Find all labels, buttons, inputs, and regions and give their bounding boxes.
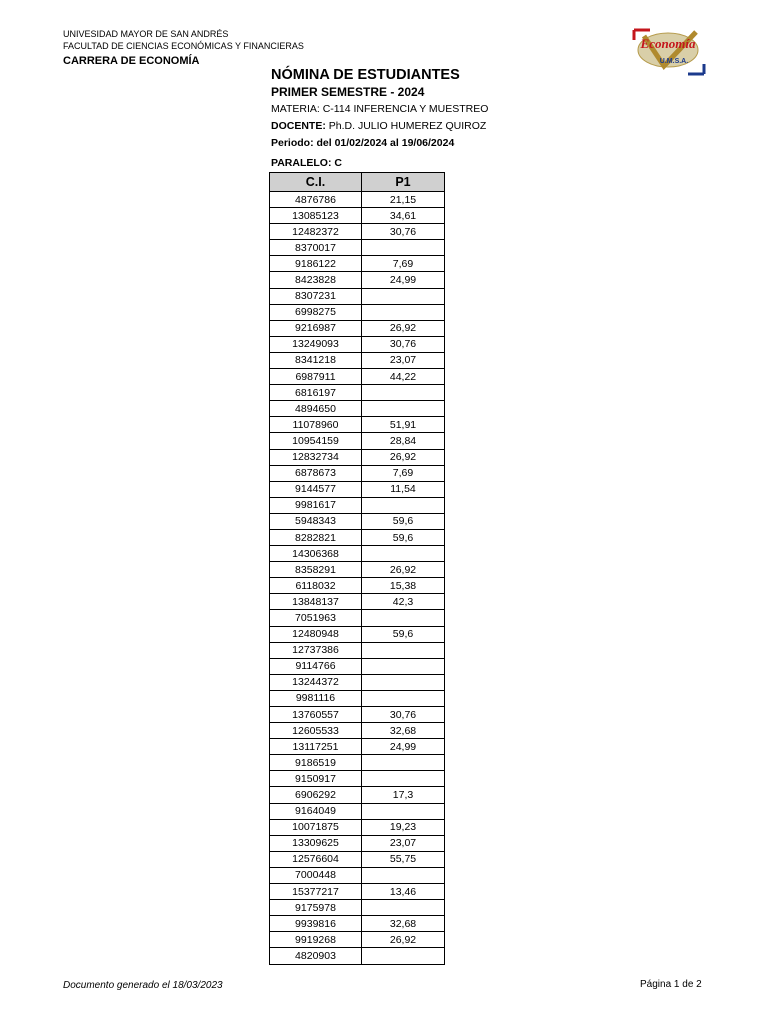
p1-cell (362, 690, 445, 706)
ci-cell: 12576604 (270, 851, 362, 867)
p1-cell (362, 867, 445, 883)
p1-cell: 32,68 (362, 916, 445, 932)
p1-cell (362, 948, 445, 964)
table-row (270, 803, 445, 819)
p1-cell: 34,61 (362, 208, 445, 224)
p1-cell: 21,15 (362, 192, 445, 208)
column-header-p1: P1 (362, 173, 445, 192)
teacher-label: DOCENTE: (271, 120, 326, 132)
p1-cell: 59,6 (362, 513, 445, 529)
page-number: Página 1 de 2 (640, 979, 702, 990)
ci-cell: 9939816 (270, 916, 362, 932)
svg-text:U.M.S.A.: U.M.S.A. (659, 58, 689, 65)
table-row (270, 288, 445, 304)
p1-cell (362, 900, 445, 916)
teacher-name: Ph.D. JULIO HUMEREZ QUIROZ (328, 120, 487, 132)
ci-cell: 8358291 (270, 562, 362, 578)
p1-cell: 32,68 (362, 723, 445, 739)
ci-cell: 8341218 (270, 352, 362, 368)
p1-cell (362, 288, 445, 304)
ci-cell: 12480948 (270, 626, 362, 642)
economia-logo-icon (630, 26, 708, 78)
p1-cell: 26,92 (362, 449, 445, 465)
table-row (270, 610, 445, 626)
institution-header (63, 28, 304, 69)
ci-cell: 9144577 (270, 481, 362, 497)
document-title: NÓMINA DE ESTUDIANTES (271, 67, 460, 83)
p1-cell: 19,23 (362, 819, 445, 835)
table-row (270, 626, 445, 642)
table-row (270, 529, 445, 545)
ci-cell: 9114766 (270, 658, 362, 674)
table-header-row (270, 173, 445, 192)
p1-cell: 7,69 (362, 256, 445, 272)
ci-cell: 8370017 (270, 240, 362, 256)
semester-label: PRIMER SEMESTRE - 2024 (271, 85, 425, 99)
ci-cell: 9919268 (270, 932, 362, 948)
table-row (270, 835, 445, 851)
ci-cell: 7051963 (270, 610, 362, 626)
table-row (270, 513, 445, 529)
table-row (270, 401, 445, 417)
ci-cell: 13848137 (270, 594, 362, 610)
ci-cell: 12482372 (270, 224, 362, 240)
p1-cell (362, 240, 445, 256)
ci-cell: 12832734 (270, 449, 362, 465)
p1-cell: 24,99 (362, 272, 445, 288)
ci-cell: 14306368 (270, 546, 362, 562)
p1-cell (362, 546, 445, 562)
table-row (270, 449, 445, 465)
teacher-line (271, 118, 488, 135)
ci-cell: 9164049 (270, 803, 362, 819)
table-row (270, 562, 445, 578)
p1-cell: 42,3 (362, 594, 445, 610)
table-row (270, 497, 445, 513)
p1-cell: 26,92 (362, 932, 445, 948)
table-row (270, 417, 445, 433)
p1-cell (362, 771, 445, 787)
ci-cell: 6987911 (270, 369, 362, 385)
ci-cell: 6878673 (270, 465, 362, 481)
ci-cell: 8423828 (270, 272, 362, 288)
p1-cell (362, 401, 445, 417)
ci-cell: 6906292 (270, 787, 362, 803)
ci-cell: 9981617 (270, 497, 362, 513)
table-row (270, 674, 445, 690)
parallel-label: PARALELO: C (271, 157, 342, 169)
p1-cell (362, 497, 445, 513)
p1-cell: 30,76 (362, 707, 445, 723)
p1-cell: 30,76 (362, 336, 445, 352)
table-row (270, 642, 445, 658)
p1-cell (362, 803, 445, 819)
table-row (270, 224, 445, 240)
p1-cell (362, 304, 445, 320)
ci-cell: 11078960 (270, 417, 362, 433)
university-name: UNIVESIDAD MAYOR DE SAN ANDRÉS (63, 29, 229, 39)
table-row (270, 867, 445, 883)
ci-cell: 13244372 (270, 674, 362, 690)
p1-cell: 59,6 (362, 529, 445, 545)
ci-cell: 12605533 (270, 723, 362, 739)
p1-cell: 23,07 (362, 835, 445, 851)
ci-cell: 15377217 (270, 884, 362, 900)
table-row (270, 690, 445, 706)
p1-cell: 13,46 (362, 884, 445, 900)
p1-cell: 17,3 (362, 787, 445, 803)
table-row (270, 707, 445, 723)
table-row (270, 208, 445, 224)
ci-cell: 4820903 (270, 948, 362, 964)
table-row (270, 304, 445, 320)
table-row (270, 272, 445, 288)
p1-cell (362, 610, 445, 626)
table-row (270, 916, 445, 932)
p1-cell (362, 674, 445, 690)
table-row (270, 352, 445, 368)
ci-cell: 5948343 (270, 513, 362, 529)
p1-cell: 28,84 (362, 433, 445, 449)
ci-cell: 9216987 (270, 320, 362, 336)
economia-logo (630, 26, 708, 78)
ci-cell: 12737386 (270, 642, 362, 658)
table-row (270, 948, 445, 964)
student-roster-table (269, 172, 445, 965)
ci-cell: 4894650 (270, 401, 362, 417)
p1-cell: 15,38 (362, 578, 445, 594)
p1-cell (362, 385, 445, 401)
table-row (270, 658, 445, 674)
p1-cell: 24,99 (362, 739, 445, 755)
ci-cell: 13760557 (270, 707, 362, 723)
p1-cell: 26,92 (362, 320, 445, 336)
ci-cell: 6118032 (270, 578, 362, 594)
p1-cell: 11,54 (362, 481, 445, 497)
p1-cell (362, 658, 445, 674)
p1-cell: 23,07 (362, 352, 445, 368)
ci-cell: 9186519 (270, 755, 362, 771)
table-row (270, 369, 445, 385)
ci-cell: 10071875 (270, 819, 362, 835)
ci-cell: 13085123 (270, 208, 362, 224)
ci-cell: 13309625 (270, 835, 362, 851)
svg-text:Economía: Economía (640, 36, 696, 51)
p1-cell (362, 642, 445, 658)
p1-cell (362, 755, 445, 771)
ci-cell: 6998275 (270, 304, 362, 320)
career-name: CARRERA DE ECONOMÍA (63, 55, 200, 67)
table-row (270, 771, 445, 787)
ci-cell: 10954159 (270, 433, 362, 449)
ci-cell: 9150917 (270, 771, 362, 787)
ci-cell: 6816197 (270, 385, 362, 401)
table-row (270, 723, 445, 739)
table-row (270, 578, 445, 594)
table-body (270, 192, 445, 965)
ci-cell: 4876786 (270, 192, 362, 208)
table-row (270, 433, 445, 449)
ci-cell: 7000448 (270, 867, 362, 883)
subject-label: MATERIA: C-114 INFERENCIA Y MUESTREO (271, 103, 489, 115)
table-row (270, 739, 445, 755)
generated-date: Documento generado el 18/03/2023 (63, 980, 223, 991)
table-row (270, 755, 445, 771)
p1-cell: 30,76 (362, 224, 445, 240)
table-row (270, 240, 445, 256)
p1-cell: 7,69 (362, 465, 445, 481)
table-row (270, 819, 445, 835)
p1-cell: 44,22 (362, 369, 445, 385)
ci-cell: 13117251 (270, 739, 362, 755)
table-row (270, 256, 445, 272)
table-row (270, 594, 445, 610)
ci-cell: 9186122 (270, 256, 362, 272)
ci-cell: 9981116 (270, 690, 362, 706)
p1-cell: 51,91 (362, 417, 445, 433)
table-row (270, 192, 445, 208)
faculty-name: FACULTAD DE CIENCIAS ECONÓMICAS Y FINANCIERAS (63, 41, 304, 51)
table-row (270, 884, 445, 900)
table-row (270, 787, 445, 803)
ci-cell: 13249093 (270, 336, 362, 352)
table-row (270, 465, 445, 481)
table-row (270, 932, 445, 948)
ci-cell: 9175978 (270, 900, 362, 916)
ci-cell: 8282821 (270, 529, 362, 545)
period-label: Periodo: del 01/02/2024 al 19/06/2024 (271, 137, 455, 149)
p1-cell: 26,92 (362, 562, 445, 578)
table-row (270, 900, 445, 916)
column-header-ci: C.I. (270, 173, 362, 192)
table-row (270, 385, 445, 401)
table-row (270, 851, 445, 867)
p1-cell: 59,6 (362, 626, 445, 642)
document-titles (271, 66, 488, 172)
table-row (270, 336, 445, 352)
ci-cell: 8307231 (270, 288, 362, 304)
p1-cell: 55,75 (362, 851, 445, 867)
table-row (270, 481, 445, 497)
table-row (270, 546, 445, 562)
table-row (270, 320, 445, 336)
